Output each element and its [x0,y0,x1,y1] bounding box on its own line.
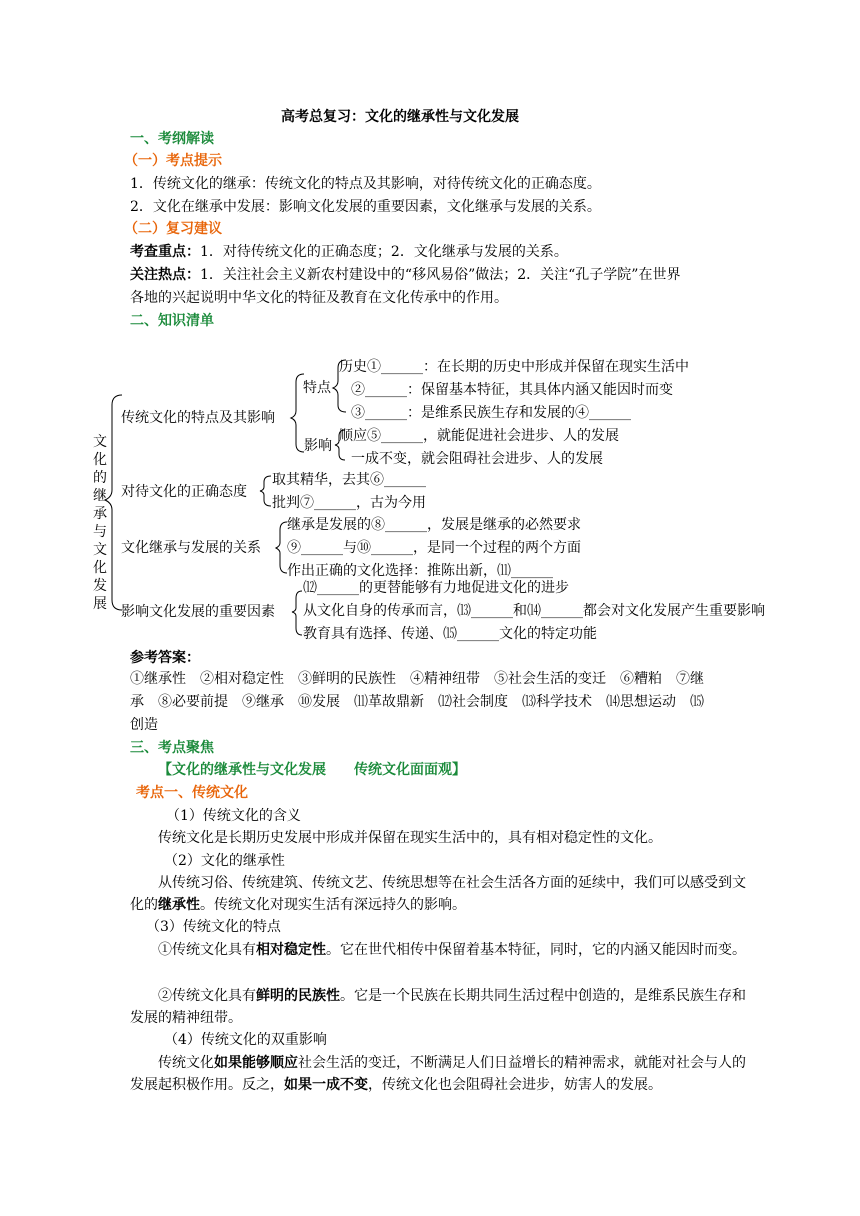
answers-line: 承 ⑧必要前提 ⑨继承 ⑩发展 ⑾革故鼎新 ⑿社会制度 ⒀科学技术 ⒁思想运动 ⒂ [130,694,704,710]
tree-root: 文化的继承与文化发展 [93,434,107,612]
attitude-brace [260,476,271,506]
section-heading-2: 二、知识清单 [130,313,214,329]
subheading-review-advice: （二）复习建议 [124,221,222,237]
point-heading: （1）传统文化的含义 [166,808,301,824]
key-point-item: 1．传统文化的继承：传统文化的特点及其影响，对待传统文化的正确态度。 [130,176,601,192]
attitude-item: 批判⑦______，古为今用 [272,495,426,511]
feature-item: ③______：是维系民族生存和发展的④______ [351,405,631,421]
answers-label: 参考答案： [130,650,200,666]
section-heading-1: 一、考纲解读 [130,131,214,147]
hot-label: 关注热点： [130,267,200,283]
hot-text: 1．关注社会主义新农村建设中的“移风易俗”做法；2．关注“孔子学院”在世界 [200,267,681,283]
relation-item: ⑨______与⑩______，是同一个过程的两个方面 [287,540,581,556]
paragraph-text: ①传统文化具有 [158,942,256,958]
subheading-key-points: （一）考点提示 [124,153,222,169]
key-point-item: 2．文化在继承中发展：影响文化发展的重要因素，文化继承与发展的关系。 [130,199,601,215]
relation-brace [276,522,287,573]
hot-line-continued: 各地的兴起说明中华文化的特征及教育在文化传承中的作用。 [130,290,508,306]
paragraph-text: 传统文化 [158,1055,214,1071]
point-heading: （3）传统文化的特点 [146,919,281,935]
paragraph-text: 。它是一个民族在长期共同生活过程中创造的，是维系民族生存和发展的精神纽带。 [130,988,746,1026]
paragraph-text: ，传统文化也会阻碍社会进步，妨害人的发展。 [368,1077,662,1093]
paragraph [130,872,756,916]
paragraph [130,1052,756,1096]
factor-item: ⑿______的更替能够有力地促进文化的进步 [303,580,569,596]
factor-item: 教育具有选择、传递、⒂______文化的特定功能 [303,626,597,642]
node-influence: 影响 [304,438,332,454]
paragraph-text: 社会生活的变迁，不断满足人们日益增长的精神需求，就能对社会与人的发展起积极作用。反之， [130,1055,746,1093]
page-title: 高考总复习：文化的继承性与文化发展 [281,109,519,125]
influence-item: 一成不变，就会阻碍社会进步、人的发展 [351,451,603,467]
factor-item: 从文化自身的传承而言，⒀______和⒁______都会对文化发展产生重要影响 [303,603,765,619]
paragraph [130,939,756,961]
section-heading-3: 三、考点聚焦 [130,740,214,756]
paragraph [130,985,756,1029]
answers-line: 创造 [130,717,158,733]
branch-key-factors: 影响文化发展的重要因素 [121,604,275,620]
attitude-item: 取其精华，去其⑥______ [272,472,426,488]
emphasis: 如果一成不变 [284,1077,368,1093]
point-heading: （2）文化的继承性 [164,853,285,869]
relation-item: 作出正确的文化选择：推陈出新，⑾______ [287,563,553,579]
paragraph [130,827,756,849]
paragraph-text: 。它在世代相传中保留着基本特征，同时，它的内涵又能因时而变。 [326,942,746,958]
emphasis: 相对稳定性 [256,942,326,958]
point-heading: （4）传统文化的双重影响 [164,1032,327,1048]
branch-correct-attitude: 对待文化的正确态度 [121,484,247,500]
relation-item: 继承是发展的⑧______，发展是继承的必然要求 [287,517,581,533]
node-features: 特点 [303,380,331,396]
feature-item: 历史①______：在长期的历史中形成并保留在现实生活中 [339,359,689,375]
answers-line: ①继承性 ②相对稳定性 ③鲜明的民族性 ④精神纽带 ⑤社会生活的变迁 ⑥糟粕 ⑦继 [130,671,704,687]
paragraph-text: 传统文化是长期历史发展中形成并保留在现实生活中的，具有相对稳定性的文化。 [158,830,662,846]
key-point-1-heading: 考点一、传统文化 [136,785,248,801]
branch-inherit-develop: 文化继承与发展的关系 [121,540,261,556]
emphasis: 鲜明的民族性 [256,988,340,1004]
factors-brace [292,591,302,635]
paragraph-text: 从传统习俗、传统建筑、传统文艺、传统思想等在社会生活各方面的延续中，我们可以感受到文化的 [130,875,746,913]
feature-item: ②______：保留基本特征，其具体内涵又能因时而变 [351,382,673,398]
emphasis: 继承性 [158,897,200,913]
branch-traditional-culture: 传统文化的特点及其影响 [121,410,275,426]
focus-text: 1．对待传统文化的正确态度；2．文化继承与发展的关系。 [200,244,568,260]
emphasis: 如果能够顺应 [214,1055,298,1071]
topic-banner: 【文化的继承性与文化发展 传统文化面面观】 [158,762,466,778]
paragraph-text: ②传统文化具有 [158,988,256,1004]
influence-item: 顺应⑤______，就能促进社会进步、人的发展 [339,428,619,444]
paragraph-text: 。传统文化对现实生活有深远持久的影响。 [200,897,466,913]
focus-label: 考查重点： [130,244,200,260]
